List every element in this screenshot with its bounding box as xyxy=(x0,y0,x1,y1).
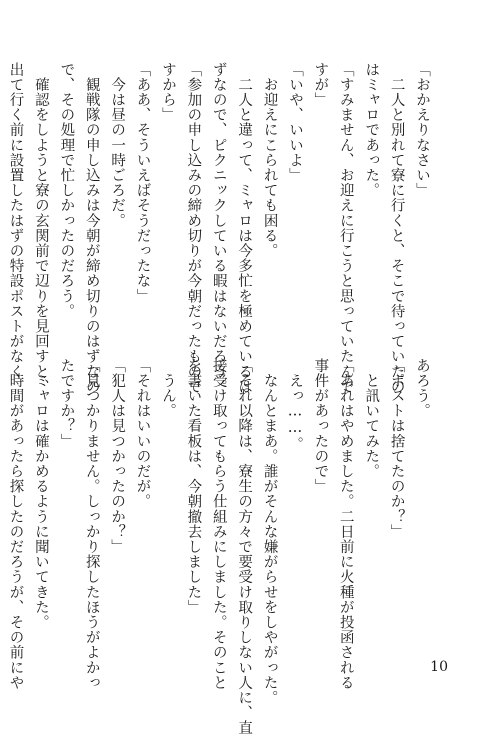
text-line: 事件があったので」 xyxy=(312,358,329,494)
text-line: お迎えにこられても困る。 xyxy=(261,62,278,259)
text-line: 「すみません、お迎えに行こうと思っていたんで xyxy=(337,62,354,395)
text-line: 「いや、いいよ」 xyxy=(286,62,303,183)
text-line: 二人と違って、ミャロは今多忙を極めているは xyxy=(236,62,253,395)
text-line: 今は昼の一時ごろだ。 xyxy=(109,62,126,229)
page-number: 10 xyxy=(430,659,448,675)
text-line: 「ポストは捨てたのか？」 xyxy=(388,358,405,540)
text-line: すから」 xyxy=(159,62,176,123)
text-line: すが」 xyxy=(312,62,329,108)
text-line: 出て行く前に設置したはずの特設ポストがなく xyxy=(7,62,24,380)
text-line: 時間があったら探したのだろうが、その前にや xyxy=(7,358,24,691)
text-line: はミャロであった。 xyxy=(363,62,380,198)
text-line: うん。 xyxy=(159,358,176,419)
text-line: 「あれはやめました。二日前に火種が投函される xyxy=(337,358,354,691)
text-line: 「参加の申し込みの締め切りが今朝だったもので xyxy=(185,62,202,395)
text-line: なんとまあ。誰がそんな嫌がらせをしやがった。 xyxy=(261,358,278,706)
text-line: あろう。 xyxy=(414,358,430,419)
text-line: たですか？」 xyxy=(58,358,75,449)
text-line: で、その処理で忙しかったのだろう。 xyxy=(58,62,75,319)
text-line: 接受け取ってもらう仕組みにしました。そのこと xyxy=(210,358,227,691)
text-line: 観戦隊の申し込みは今朝が締め切りのはずなの xyxy=(83,62,100,395)
text-line: 「ああ、そういえばそうだったな」 xyxy=(134,62,151,304)
text-block-bottom xyxy=(7,358,434,736)
text-line: 「それ以降は、寮生の方々で要受け取りしない人に、直 xyxy=(236,358,253,736)
text-line xyxy=(0,62,2,330)
text-line: 「犯人は見つかったのか？」 xyxy=(109,358,126,555)
text-line: ずなので、ピクニックしている暇はないだろう。 xyxy=(210,62,227,395)
text-line: ミャロは確かめるように聞いてきた。 xyxy=(32,358,49,630)
text-line: えっ……。 xyxy=(286,358,303,452)
text-line: 二人と別れて寮に行くと、そこで待っていたの xyxy=(388,62,405,395)
text-line: 「それはいいのだが。 xyxy=(134,358,151,509)
text-line xyxy=(0,358,2,626)
text-line: を書いた看板は、今朝撤去しました」 xyxy=(185,358,202,615)
text-line: 確認をしようと寮の玄関前で辺りを見回すと、 xyxy=(32,62,49,395)
text-line: 「見つかりません。しっかり探したほうがよかっ xyxy=(83,358,100,691)
text-line: 「おかえりなさい」 xyxy=(414,62,430,198)
text-line: と訊いてみた。 xyxy=(363,358,380,479)
